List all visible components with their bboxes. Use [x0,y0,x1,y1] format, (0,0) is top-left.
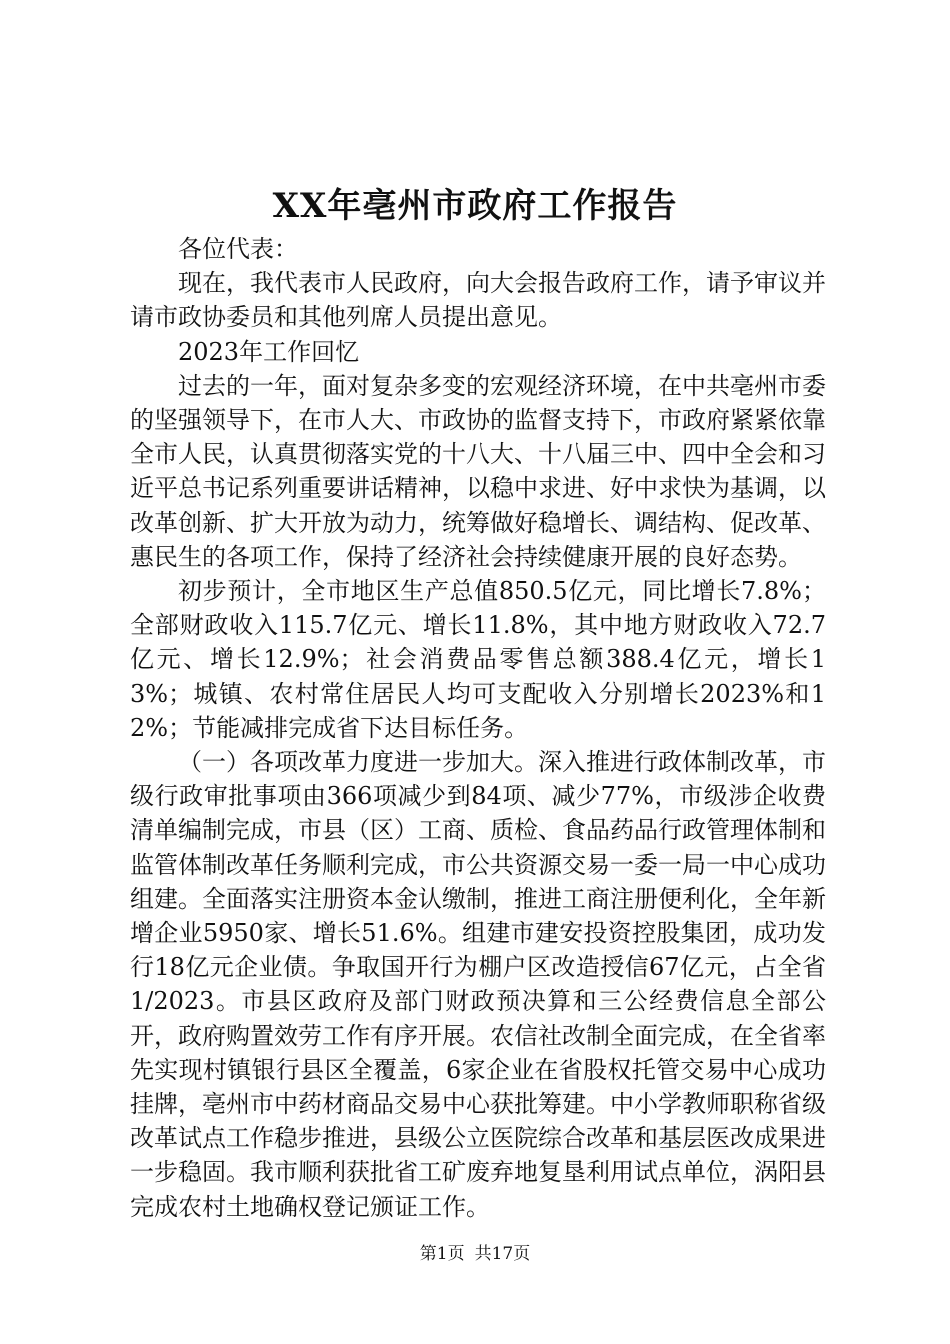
paragraph-salutation: 各位代表： [178,235,298,263]
section-heading-review: 2023年工作回忆 [178,337,360,366]
page-number: 第1页 [419,1244,465,1264]
paragraph-past-year: 过去的一年，面对复杂多变的宏观经济环境，在中共亳州市委的坚强领导下，在市人大、市政协的监督支持下，市政府紧紧依靠全市人民，认真贯彻落实党的十八大、十八届三中、四中全会和习近平总书记系列重要讲话精神，以稳中求进、好中求快为基调，以改革创新、扩大开放为动力，统筹做好稳增长、调结构、促改革、惠民生的各项工作，保持了经济社会持续健康开展的良好态势。 [130,371,826,571]
paragraph-reform: （一）各项改革力度进一步加大。深入推进行政体制改革，市级行政审批事项由366项减少到84项、减少77%，市级涉企收费清单编制完成，市县（区）工商、质检、食品药品行政管理体制和监管体制改革任务顺利完成，市公共资源交易一委一局一中心成功组建。全面落实注册资本金认缴制，推进工商注册便利化，全年新增企业5950家、增长51.6%。组建市建安投资控股集团，成功发行18亿元企业债。争取国开行为棚户区改造授信67亿元，占全省1/2023。市县区政府及部门财政预决算和三公经费信息全部公开，政府购置效劳工作有序开展。农信社改制全面完成，在全省率先实现村镇银行县区全覆盖，6家企业在省股权托管交易中心成功挂牌，亳州市中药材商品交易中心获批筹建。中小学教师职称省级改革试点工作稳步推进，县级公立医院综合改革和基层医改成果进一步稳固。我市顺利获批省工矿废弃地复垦利用试点单位，涡阳县完成农村土地确权登记颁证工作。 [130,748,826,1221]
page-total: 共17页 [474,1244,531,1264]
document-body [130,232,826,1224]
paragraph-intro: 现在，我代表市人民政府，向大会报告政府工作，请予审议并请市政协委员和其他列席人员提出意见。 [130,269,826,332]
page-footer [0,1242,950,1266]
document-title: XX年亳州市政府工作报告 [272,186,678,226]
paragraph-statistics: 初步预计，全市地区生产总值850.5亿元，同比增长7.8%；全部财政收入115.7亿元、增长11.8%，其中地方财政收入72.7亿元、增长12.9%；社会消费品零售总额388.4亿元，增长13%；城镇、农村常住居民人均可支配收入分别增长2023%和12%；节能减排完成省下达目标任务。 [130,577,826,742]
